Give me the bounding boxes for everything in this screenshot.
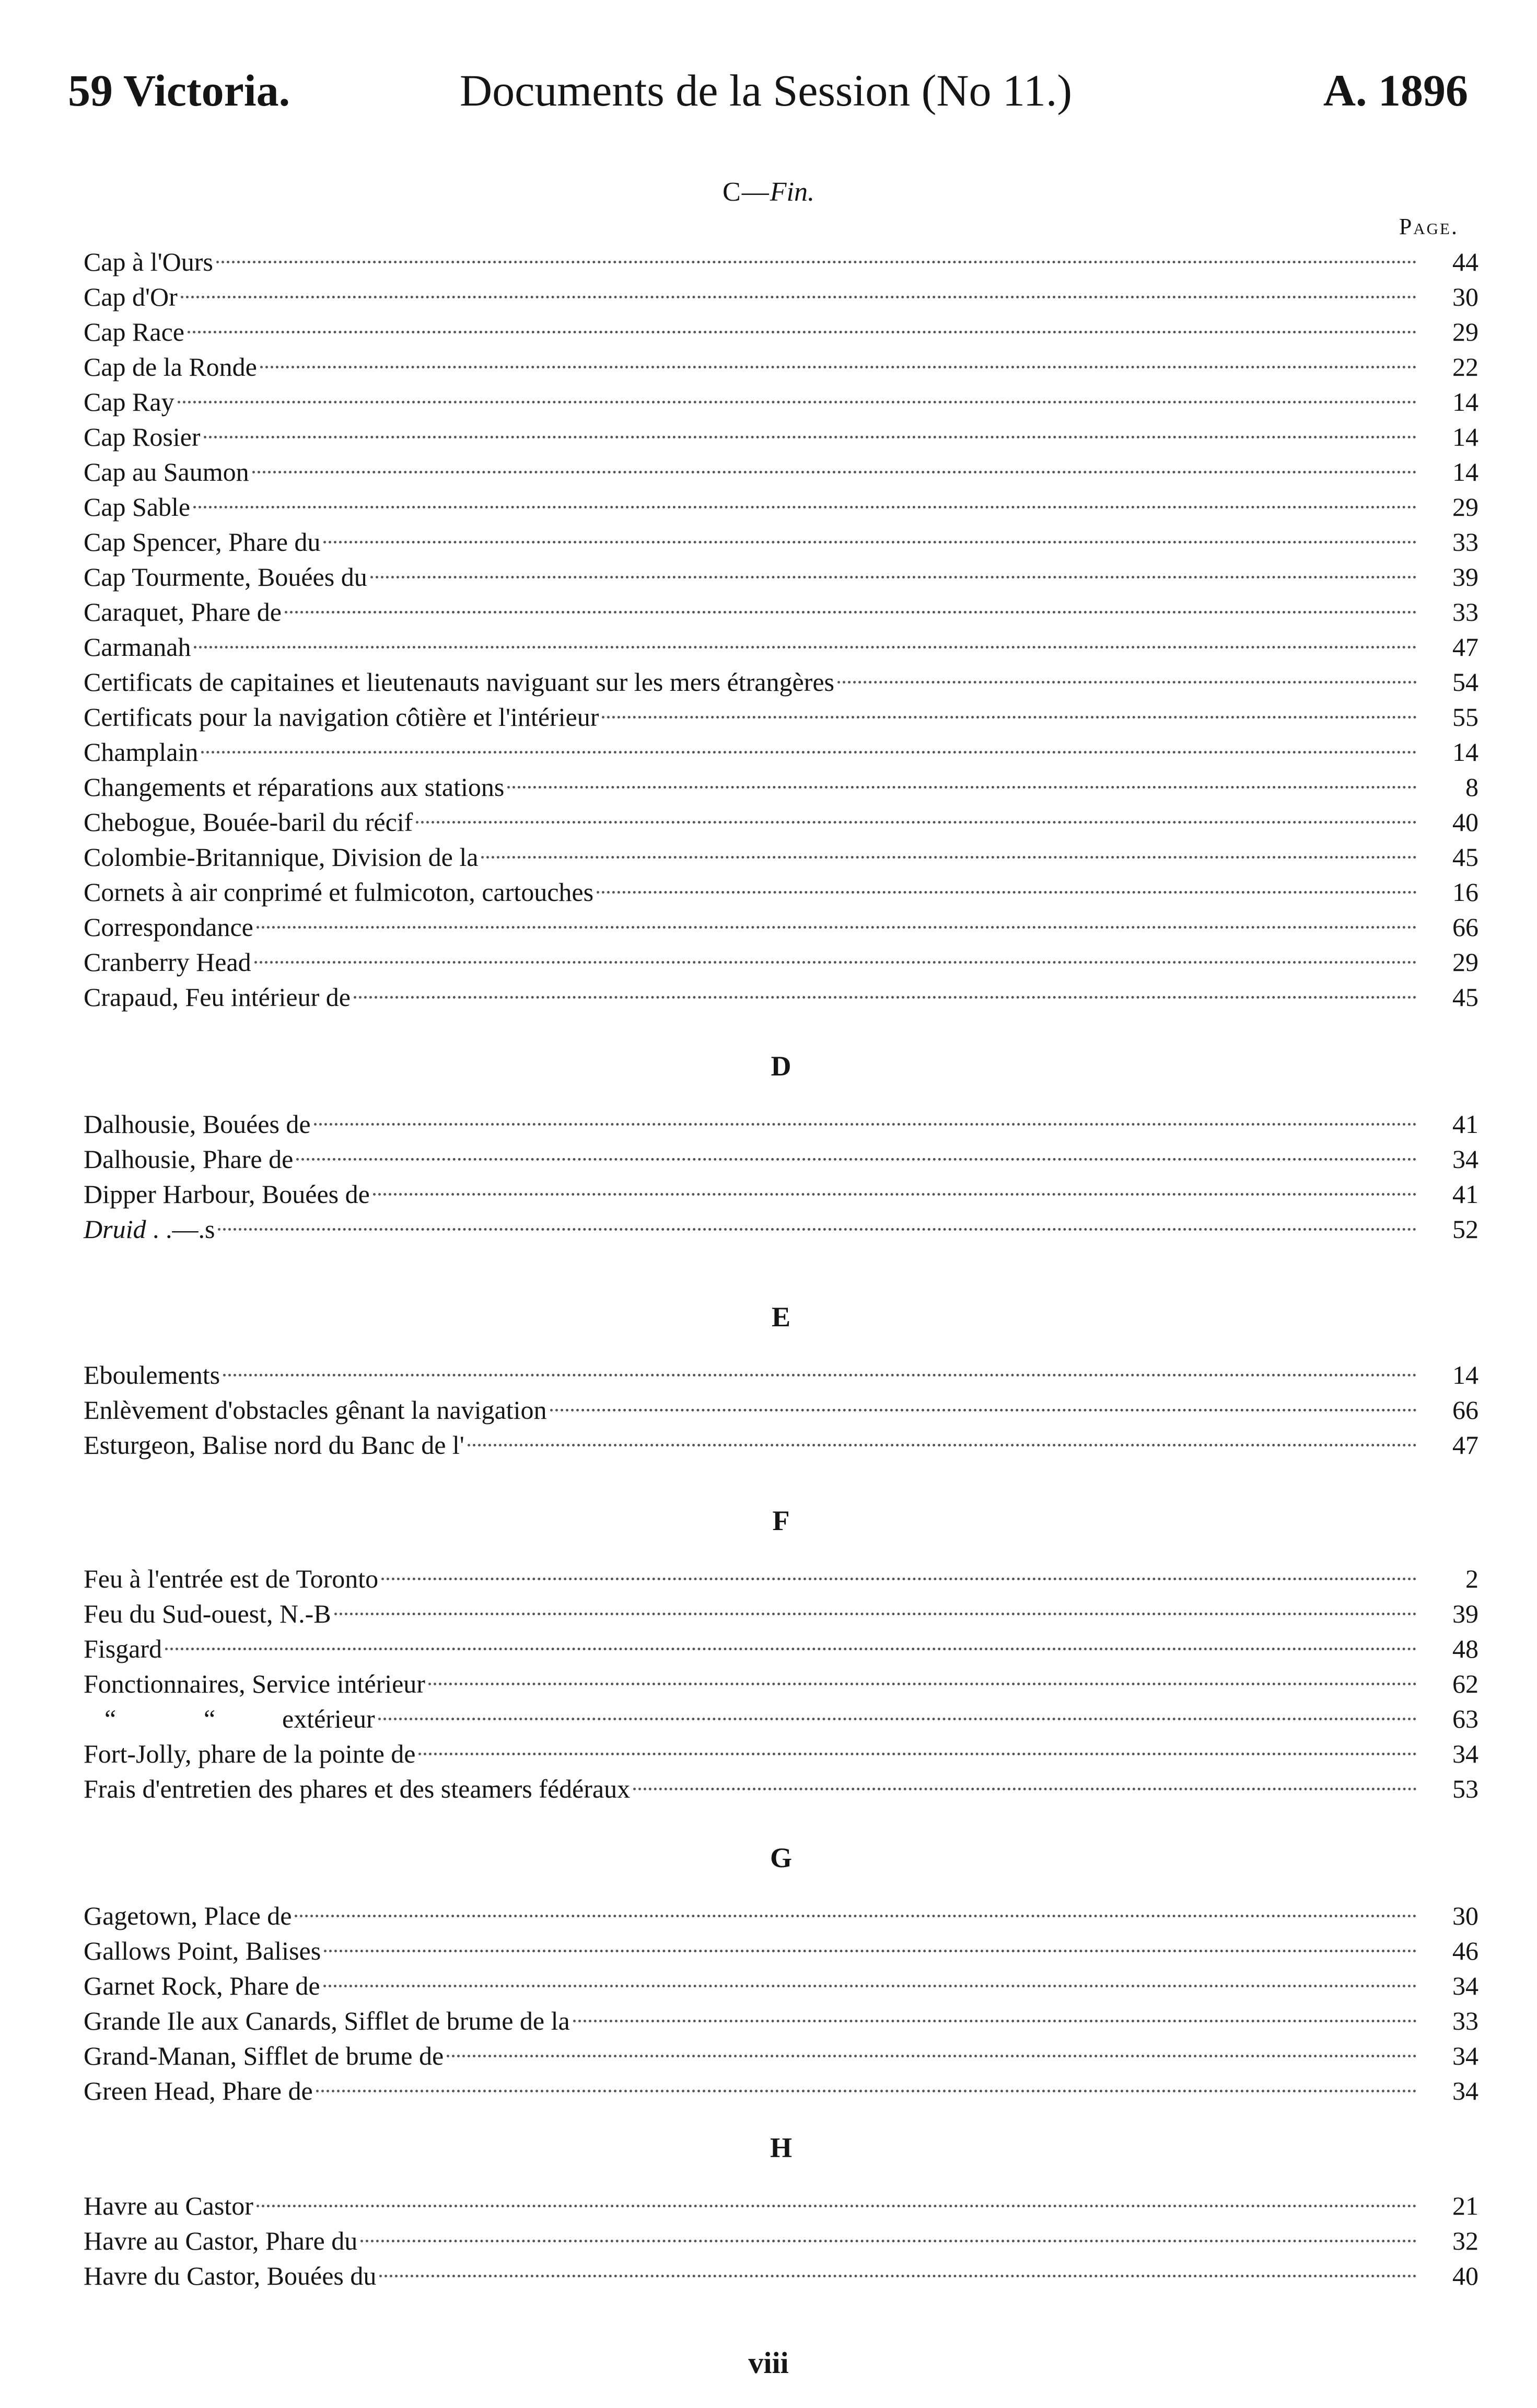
entry-text: Cap Race [84,317,184,346]
entry-label [84,1394,547,1426]
entry-label [84,736,198,768]
dot-leader [597,891,1417,894]
heading-fin: Fin. [770,177,814,207]
entry-page-number: 34 [1452,2041,1478,2070]
index-entry [84,316,1478,348]
index-entry [84,771,1478,803]
index-entry [84,2225,1478,2257]
dot-leader [573,2020,1417,2022]
entry-label [84,1108,311,1140]
index-entry [84,806,1478,838]
entry-page-number: 47 [1452,1430,1478,1460]
entry-text: Chebogue, Bouée-baril du récif [84,807,413,837]
entry-label [84,1562,378,1595]
entry-label [84,1900,292,1932]
dot-leader [201,751,1417,754]
index-entry [84,351,1478,383]
dot-leader [194,646,1417,649]
entry-page-number: 34 [1452,2076,1478,2105]
entry-label [84,771,504,803]
dot-leader [323,541,1417,543]
entry-label [84,1213,215,1245]
entry-page-number: 44 [1452,247,1478,276]
dot-leader [223,1374,1417,1376]
page-number: viii [748,2346,789,2380]
dot-leader [550,1409,1417,1411]
index-entry [84,596,1478,628]
dot-leader [633,1788,1417,1790]
dot-leader [257,926,1417,929]
index-entry [84,526,1478,558]
index-entry [84,631,1478,663]
entry-text: Cap d'Or [84,282,178,311]
dot-leader [188,331,1417,333]
entry-page-number: 29 [1452,317,1478,346]
entry-text: Cornets à air conprimé et fulmicoton, cartouches [84,877,594,907]
entry-page-number: 34 [1452,1144,1478,1174]
header-title: Documents de la Session (No 11.) [460,65,1072,115]
dot-leader [181,296,1417,298]
entry-label [84,1935,321,1967]
entry-label [84,1178,370,1210]
dot-leader [428,1683,1417,1685]
dot-leader [334,1613,1417,1615]
entry-text: Esturgeon, Balise nord du Banc de l' [84,1430,464,1460]
index-entry [84,1970,1478,2002]
entry-page-number: 33 [1452,2006,1478,2035]
index-entry [84,2005,1478,2037]
entry-text: Garnet Rock, Phare de [84,1971,320,2000]
entry-text: Druid [84,1214,146,1244]
header-year: A. 1896 [1323,65,1468,115]
index-entry [84,1213,1478,1245]
ditto-mark: “ [104,1704,117,1733]
dot-leader [193,506,1417,508]
entry-page-number: 55 [1452,702,1478,732]
entry-page-number: 33 [1452,597,1478,627]
entry-text: Cap Sable [84,492,191,522]
entry-page-number: 47 [1452,632,1478,662]
entry-text: Grande Ile aux Canards, Sifflet de brume de la [84,2006,570,2035]
index-entry [84,1394,1478,1426]
entry-label [84,876,593,908]
dot-leader [837,681,1417,684]
entry-label [84,631,191,663]
index-entry [84,421,1478,453]
entry-text: Dalhousie, Phare de [84,1144,294,1174]
entry-text: Cap Tourmente, Bouées du [84,562,367,592]
dot-leader [354,996,1417,999]
entry-label [84,421,201,453]
entry-text: Fonctionnaires, Service intérieur [84,1669,425,1698]
entry-page-number: 30 [1452,1901,1478,1930]
entry-page-number: 41 [1452,1109,1478,1139]
entry-page-number: 21 [1452,2191,1478,2220]
entry-page-number: 52 [1452,1214,1478,1244]
entry-label [84,281,178,313]
index-entry [84,911,1478,943]
entry-label [84,1773,630,1805]
index-entry [84,386,1478,418]
entry-label [84,1703,375,1735]
entry-text: Eboulements [84,1360,220,1390]
entry-text: extérieur [282,1704,375,1733]
dot-leader [370,576,1417,578]
dot-leader [218,1228,1417,1231]
entry-text: Gallows Point, Balises [84,1936,321,1965]
heading-dash: — [741,177,769,207]
index-entry [84,281,1478,313]
dot-leader [373,1193,1417,1196]
dot-leader [254,961,1417,964]
entry-suffix: . .—.s [146,1214,215,1244]
entry-label [84,2225,357,2257]
entry-page-number: 29 [1452,492,1478,522]
index-entry [84,1143,1478,1175]
entry-text: Cranberry Head [84,947,251,977]
index-entry [84,2190,1478,2222]
entry-label [84,456,249,488]
entry-label [84,701,599,733]
dot-leader [324,1950,1417,1952]
entry-label [84,561,367,593]
entry-page-number: 30 [1452,282,1478,311]
entry-label [84,351,257,383]
index-entry [84,1429,1478,1461]
entry-page-number: 2 [1465,1564,1478,1593]
entry-page-number: 66 [1452,1395,1478,1425]
entry-label [84,841,478,873]
entry-page-number: 14 [1452,737,1478,767]
entry-text: Changements et réparations aux stations [84,772,505,802]
entry-label [84,666,834,698]
index-entry [84,736,1478,768]
dot-leader [378,1718,1417,1720]
entry-text: Correspondance [84,912,253,942]
entry-text: Certificats pour la navigation côtière et l'intérieur [84,702,599,732]
index-entry [84,1668,1478,1700]
dot-leader [323,1985,1417,1987]
entry-text: Grand-Manan, Sifflet de brume de [84,2041,444,2070]
entry-label [84,1668,425,1700]
entry-page-number: 40 [1452,2261,1478,2290]
index-entry [84,666,1478,698]
entry-label [84,2075,313,2107]
entry-page-number: 46 [1452,1936,1478,1965]
entry-label [84,1970,320,2002]
entry-page-number: 14 [1452,422,1478,452]
entry-label [84,596,282,628]
section-letter: D [771,1050,791,1082]
entry-page-number: 63 [1452,1704,1478,1733]
section-letter: G [770,1842,792,1873]
entry-label [84,386,174,418]
index-entry [84,2040,1478,2072]
entry-text: Cap Spencer, Phare du [84,527,321,557]
dot-leader [295,1915,1417,1917]
entry-label [84,911,253,943]
entry-page-number: 39 [1452,562,1478,592]
index-entry [84,1703,1478,1735]
index-entry [84,246,1478,278]
entry-text: Caraquet, Phare de [84,597,282,627]
dot-leader [314,1123,1417,1126]
dot-leader [447,2055,1417,2057]
dot-leader [216,261,1417,263]
dot-leader [285,611,1417,613]
continued-letter: C [723,177,741,207]
entry-page-number: 41 [1452,1179,1478,1209]
entry-label [84,2005,570,2037]
entry-text: Dipper Harbour, Bouées de [84,1179,370,1209]
entry-text: Havre au Castor, Phare du [84,2226,358,2255]
entry-label [84,2040,444,2072]
entry-label [84,981,351,1013]
entry-label [84,1597,331,1630]
entry-label [84,2260,376,2292]
section-letter: E [771,1301,791,1333]
entry-text: Gagetown, Place de [84,1901,292,1930]
entry-label [84,2190,253,2222]
entry-text: Colombie-Britannique, Division de la [84,842,479,872]
entry-label [84,1429,464,1461]
dot-leader [257,2205,1417,2207]
index-entry [84,1900,1478,1932]
header-regnal-year: 59 Victoria. [68,65,290,115]
entry-text: Havre du Castor, Bouées du [84,2261,377,2290]
entry-page-number: 39 [1452,1599,1478,1628]
entry-text: Cap de la Ronde [84,352,257,381]
dot-leader [416,821,1417,824]
entry-text: Cap Ray [84,387,174,416]
entry-text: Fort-Jolly, phare de la pointe de [84,1739,416,1768]
entry-text: Cap Rosier [84,422,201,452]
running-header [68,62,1468,119]
entry-page-number: 34 [1452,1971,1478,2000]
entry-label [84,1633,162,1665]
entry-page-number: 14 [1452,1360,1478,1390]
dot-leader [252,471,1417,473]
entry-page-number: 22 [1452,352,1478,381]
dot-leader [296,1158,1417,1161]
index-entry [84,1597,1478,1630]
index-entry [84,1178,1478,1210]
entry-page-number: 8 [1465,772,1478,802]
entry-label [84,1143,293,1175]
entry-page-number: 34 [1452,1739,1478,1768]
entry-text: Dalhousie, Bouées de [84,1109,311,1139]
ditto-mark: “ [204,1704,216,1733]
index-entry [84,876,1478,908]
section-letter: H [770,2132,792,2163]
entry-text: Green Head, Phare de [84,2076,313,2105]
entry-page-number: 32 [1452,2226,1478,2255]
entry-page-number: 29 [1452,947,1478,977]
index-entry [84,841,1478,873]
entry-page-number: 53 [1452,1774,1478,1803]
dot-leader [381,1578,1417,1580]
dot-leader [602,716,1417,719]
entry-text: Feu à l'entrée est de Toronto [84,1564,379,1593]
entry-label [84,491,190,523]
entry-page-number: 48 [1452,1634,1478,1663]
entry-label [84,316,184,348]
dot-leader [260,366,1417,368]
index-entry [84,946,1478,978]
entry-page-number: 14 [1452,457,1478,487]
entry-label [84,1359,220,1391]
entry-page-number: 16 [1452,877,1478,907]
dot-leader [316,2090,1417,2092]
entry-label [84,526,320,558]
entry-page-number: 45 [1452,982,1478,1012]
dot-leader [360,2240,1417,2242]
dot-leader [204,436,1417,438]
index-entry [84,1108,1478,1140]
dot-leader [379,2275,1417,2277]
entry-text: Certificats de capitaines et lieutenauts naviguant sur les mers étrangères [84,667,834,697]
index-entry [84,1738,1478,1770]
entry-page-number: 66 [1452,912,1478,942]
entry-text: Fisgard [84,1634,162,1663]
index-entry [84,1359,1478,1391]
entry-page-number: 54 [1452,667,1478,697]
entry-text: Feu du Sud-ouest, N.-B [84,1599,331,1628]
index-entry [84,1773,1478,1805]
section-continuation-heading [0,177,1537,208]
entry-page-number: 40 [1452,807,1478,837]
entry-label [84,1738,415,1770]
entry-text: Cap à l'Ours [84,247,213,276]
dot-leader [178,401,1417,403]
index-entry [84,1633,1478,1665]
section-letter: F [772,1505,790,1536]
dot-leader [507,786,1417,789]
index-entry [84,561,1478,593]
entry-text: Crapaud, Feu intérieur de [84,982,351,1012]
entry-text: Frais d'entretien des phares et des steamers fédéraux [84,1774,631,1803]
index-entry [84,2075,1478,2107]
entry-page-number: 45 [1452,842,1478,872]
entry-text: Cap au Saumon [84,457,249,487]
dot-leader [481,856,1417,859]
entry-text: Havre au Castor [84,2191,253,2220]
index-entry [84,491,1478,523]
index-entry [84,456,1478,488]
index-entry [84,701,1478,733]
dot-leader [468,1444,1417,1446]
page-column-label: Page. [1399,214,1459,239]
entry-label [84,246,213,278]
entry-page-number: 33 [1452,527,1478,557]
entry-page-number: 62 [1452,1669,1478,1698]
entry-page-number: 14 [1452,387,1478,416]
index-entry [84,1562,1478,1595]
dot-leader [418,1753,1417,1755]
dot-leader [165,1648,1417,1650]
index-entry [84,1935,1478,1967]
entry-label [84,946,251,978]
entry-text: Champlain [84,737,199,767]
entry-label [84,806,413,838]
index-entry [84,981,1478,1013]
entry-text: Carmanah [84,632,191,662]
entry-text: Enlèvement d'obstacles gênant la navigation [84,1395,547,1425]
index-entry [84,2260,1478,2292]
